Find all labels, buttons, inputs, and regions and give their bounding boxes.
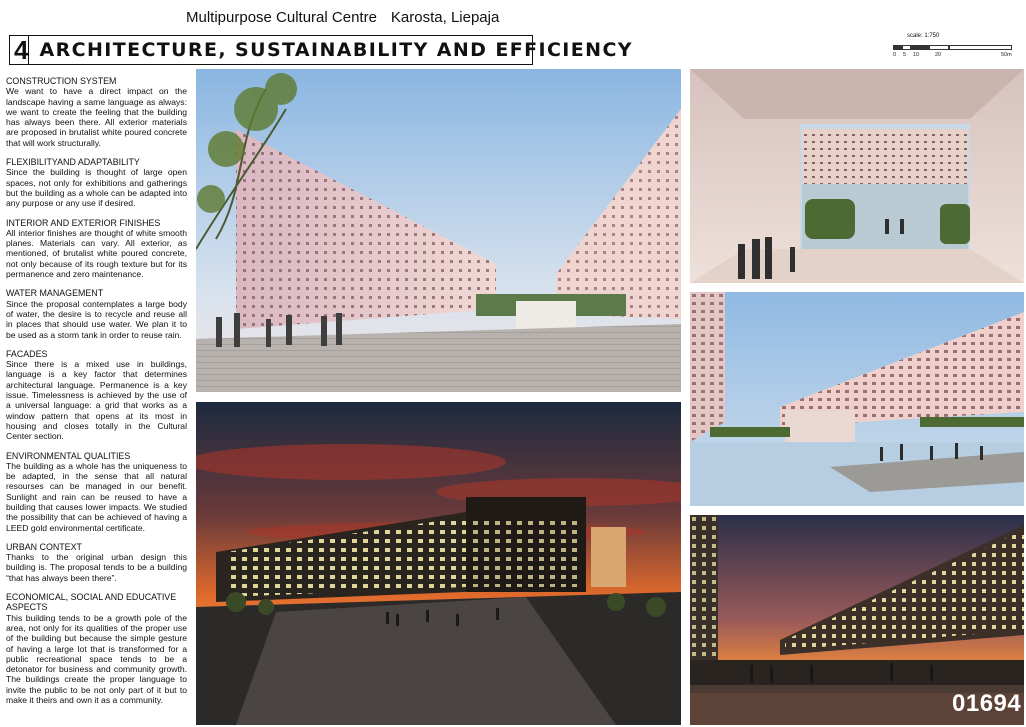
scale-tick: 0 [893, 52, 897, 58]
scale-segment [902, 45, 911, 50]
render-interior-frame-image [690, 69, 1024, 283]
scale-label: scale: 1:750 [907, 33, 940, 39]
section-header [9, 34, 633, 65]
section-body: Since the proposal contemplates a large body of water, the desire is to recycle and reuse all in places that should use water. We plan it to be used as a storm tank in order to reuse rain. [6, 298, 187, 340]
text-section [6, 218, 187, 280]
section-heading: ECONOMICAL, SOCIAL AND EDUCATIVE ASPECTS [6, 592, 177, 613]
scale-segment [929, 45, 949, 50]
render-reflecting-pool [690, 292, 1024, 506]
entry-code: 01694 [952, 690, 1022, 717]
section-body: Thanks to the original urban design this building is. The proposal tends to be a building “that has always been there”. [6, 552, 187, 583]
project-location: Karosta, Liepaja [390, 9, 500, 26]
section-body: The building as a whole has the uniqueness to be adapted, in the sense that all natural resourses can be managed in our benefit. Sunlight and rain can be reused to have a building that causes lower impacts. We studied the possibility that can be achieved of having a LEED gold environmental certificate. [6, 460, 187, 533]
text-section [6, 592, 187, 705]
project-name: Multipurpose Cultural Centre [186, 9, 377, 26]
scale-tick: 50m [1001, 52, 1012, 58]
section-body: This building tends to be a growth pole of the area, not only for its qualities of the proper use of the building but because the simple gesture of having a large lot that is transformed for a public recreational space tends to be a detonator for business and community growth. The buildings create the proper language to invite the public to be not only part of it but to make it theirs and own it as a community. [6, 612, 187, 706]
scale-bar [893, 33, 1018, 63]
text-section [6, 157, 187, 208]
section-heading: ENVIRONMENTAL QUALITIES [6, 450, 131, 461]
section-number: 4 [14, 34, 29, 65]
text-section [6, 288, 187, 339]
render-dusk-aerial-image [196, 402, 681, 725]
text-section [6, 542, 187, 583]
render-interior-frame [690, 69, 1024, 283]
text-section [6, 76, 187, 148]
text-section [6, 451, 187, 533]
section-body: Since the building is thought of large open spaces, not only for exhibitions and gatherings but the building as a whole can be adapted into any purpose or any use if desired. [6, 167, 187, 209]
section-heading: WATER MANAGEMENT [6, 288, 104, 299]
render-reflecting-pool-image [690, 292, 1024, 506]
section-body: Since there is a mixed use in buildings, language is a key factor that determines architectural language. Permanence is a key issue. Timelessness is achieved by the use of a universal language: a grid that works as a window pattern that opens at its most in housing and closes totally in the Cultural Center section. [6, 359, 187, 442]
section-heading: INTERIOR AND EXTERIOR FINISHES [6, 217, 161, 228]
scale-tick: 10 [913, 52, 920, 58]
scale-segment [911, 45, 929, 50]
description-column [6, 76, 187, 714]
scale-tick: 20 [935, 52, 942, 58]
section-title: ARCHITECTURE, SUSTAINABILITY AND EFFICIENCY [39, 39, 633, 61]
scale-segment [949, 45, 1012, 50]
section-body: All interior finishes are thought of white smooth planes. Materials can vary. All exterior, as mentioned, of brutalist white poured concrete, not only because of its rough texture but for its permanence and zero maintenance. [6, 227, 187, 280]
section-heading: FLEXIBILITYAND ADAPTABILITY [6, 157, 140, 168]
render-daytime-plaza [196, 69, 681, 392]
section-heading: FACADES [6, 348, 48, 359]
section-heading: URBAN CONTEXT [6, 541, 82, 552]
render-daytime-plaza-image [196, 69, 681, 392]
render-dusk-aerial [196, 402, 681, 725]
section-body: We want to have a direct impact on the landscape having a same language as always: we want to create the feeling that the building has always been there. All exterior materials are proposed in brutalist white poured concrete that will work structurally. [6, 86, 187, 148]
scale-segment [893, 45, 902, 50]
scale-tick: 5 [903, 52, 907, 58]
text-section [6, 349, 187, 442]
project-title [186, 9, 499, 26]
section-heading: CONSTRUCTION SYSTEM [6, 76, 117, 86]
